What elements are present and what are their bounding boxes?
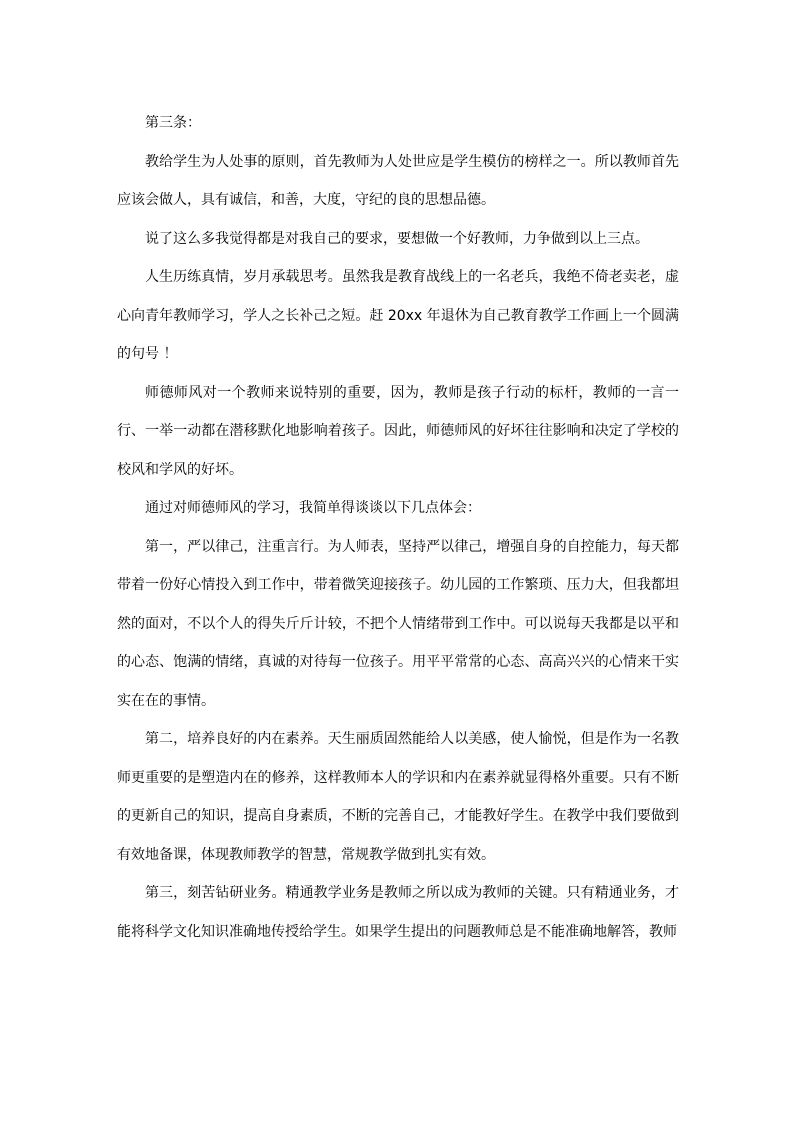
- paragraph: 说了这么多我觉得都是对我自己的要求，要想做一个好教师，力争做到以上三点。: [145, 230, 649, 247]
- paragraph: 师德师风对一个教师来说特别的重要，因为，教师是孩子行动的标杆，教师的一言一行、一举一动都在潜移默化地影响着孩子。因此，师德师风的好坏往往影响和决定了学校的校风和学风的好坏。: [117, 384, 679, 478]
- paragraph: 人生历练真情，岁月承载思考。虽然我是教育战线上的一名老兵，我绝不倚老卖老，虚心向青年教师学习，学人之长补己之短。赶 20xx 年退休为自己教育教学工作画上一个圆满的句号 ！: [117, 269, 679, 362]
- paragraph: 第二，培养良好的内在素养。天生丽质固然能给人以美感，使人愉悦，但是作为一名教师更重要的是塑造内在的修养，这样教师本人的学识和内在素养就显得格外重要。只有不断的更新自己的知识，提高自身素质，不断的完善自己，才能教好学生。在教学中我们要做到有效地备课，体现教师教学的智慧，常规教学做到扎实有效。: [117, 731, 679, 863]
- paragraph: 第三，刻苦钻研业务。精通教学业务是教师之所以成为教师的关键。只有精通业务，才能将科学文化知识准确地传授给学生。如果学生提出的问题教师总是不能准确地解答，教师: [117, 885, 679, 940]
- document-body: [117, 104, 679, 951]
- paragraph: 第一，严以律己，注重言行。为人师表，坚持严以律己，增强自身的自控能力，每天都带着一份好心情投入到工作中，带着微笑迎接孩子。幼儿园的工作繁琐、压力大，但我都坦然的面对，不以个人的得失斤斤计较，不把个人情绪带到工作中。可以说每天我都是以平和的心态、饱满的情绪，真诚的对待每一位孩子。用平平常常的心态、高高兴兴的心情来干实实在在的事情。: [117, 538, 679, 709]
- paragraph: 通过对师德师风的学习，我简单得谈谈以下几点体会：: [145, 500, 481, 516]
- paragraph-section-heading: 第三条：: [145, 115, 201, 131]
- paragraph: 教给学生为人处事的原则，首先教师为人处世应是学生模仿的榜样之一。所以教师首先应该会做人，具有诚信，和善，大度，守纪的良的思想品德。: [117, 153, 679, 208]
